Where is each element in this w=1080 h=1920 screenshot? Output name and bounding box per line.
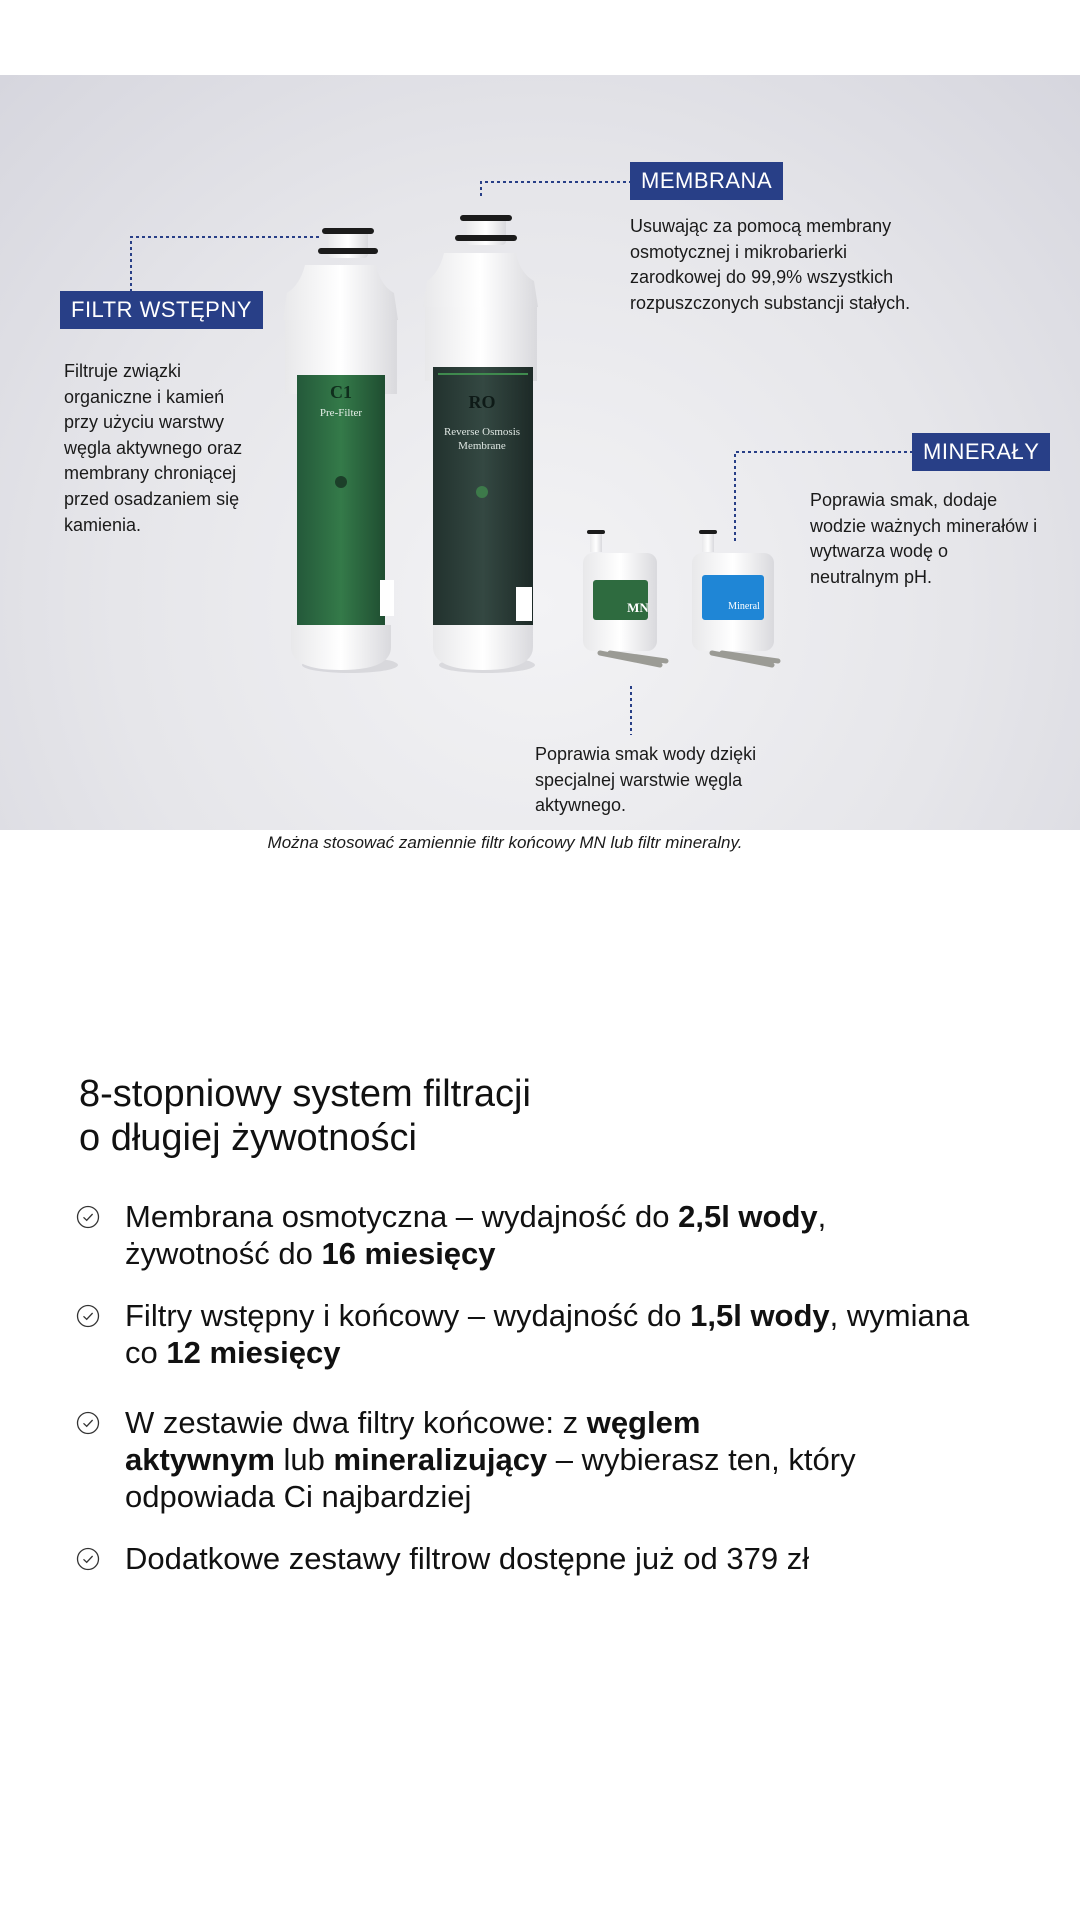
feature-text: Membrana osmotyczna – wydajność do <box>125 1199 679 1234</box>
feature-text: – wybierasz ten, który <box>547 1442 856 1477</box>
desc-mineraly <box>810 488 1037 590</box>
desc-line: przy użyciu warstwy <box>64 412 225 433</box>
feature-bold: aktywnym <box>125 1442 275 1477</box>
desc-line: węgla aktywnego oraz <box>64 437 243 458</box>
headline-line-1: 8-stopniowy system filtracji <box>79 1073 531 1115</box>
feature-text: lub <box>274 1442 334 1477</box>
desc-line: specjalnej warstwie węgla <box>535 769 743 790</box>
prefilter-cartridge <box>283 228 398 673</box>
feature-item-extra-sets <box>76 1540 1036 1577</box>
desc-line: Poprawia smak, dodaje <box>810 490 998 510</box>
tag-filtr-wstepny: FILTR WSTĘPNY <box>60 291 263 329</box>
ro-name-line1: Reverse Osmosis <box>443 426 521 438</box>
tag-membrana: MEMBRANA <box>630 162 783 200</box>
headline-line-2: o długiej żywotności <box>79 1117 417 1159</box>
mn-post-filter <box>583 530 666 665</box>
prefilter-name-label: Pre-Filter <box>319 407 363 419</box>
desc-line: Usuwając za pomocą membrany <box>630 216 892 236</box>
feature-item-prefilters <box>76 1297 1036 1371</box>
check-circle-icon <box>76 1304 100 1328</box>
feature-text: Dodatkowe zestawy filtrow dostępne już od 379 zł <box>125 1541 810 1576</box>
desc-membrana <box>630 214 910 316</box>
feature-list <box>76 1198 1036 1602</box>
mn-label: MN <box>627 600 649 615</box>
ro-membrane-cartridge <box>423 215 538 673</box>
desc-filtr-wstepny <box>64 359 242 538</box>
feature-text: W zestawie dwa filtry końcowe: z <box>125 1405 587 1440</box>
desc-line: aktywnego. <box>535 795 627 816</box>
desc-line: Poprawia smak wody dzięki <box>535 744 757 764</box>
section-headline <box>79 1072 531 1160</box>
product-photo <box>0 75 1080 830</box>
feature-bold: węglem <box>586 1405 701 1440</box>
desc-line: przed osadzaniem się <box>64 488 240 509</box>
prefilter-c1-label: C1 <box>330 382 352 402</box>
feature-bold: mineralizujący <box>333 1442 548 1477</box>
tag-mineraly: MINERAŁY <box>912 433 1050 471</box>
check-circle-icon <box>76 1411 100 1435</box>
desc-line: osmotycznej i mikrobarierki <box>630 241 848 262</box>
ro-label: RO <box>468 392 496 412</box>
desc-line: kamienia. <box>64 514 142 535</box>
feature-bold: 1,5l wody <box>690 1298 830 1333</box>
feature-text: żywotność do <box>125 1236 322 1271</box>
feature-bold: 16 miesięcy <box>321 1236 496 1271</box>
feature-item-post-filters <box>76 1404 1036 1515</box>
desc-line: wodzie ważnych minerałów i <box>810 515 1038 536</box>
feature-item-membrane <box>76 1198 1036 1272</box>
desc-line: organiczne i kamień <box>64 386 225 407</box>
desc-line: rozpuszczonych substancji stałych. <box>630 292 911 313</box>
feature-text: odpowiada Ci najbardziej <box>125 1479 472 1514</box>
feature-text: , wymiana <box>829 1298 970 1333</box>
desc-line: wytwarza wodę o <box>810 541 949 562</box>
photo-caption: Można stosować zamiennie filtr końcowy MN lub filtr mineralny. <box>267 833 743 852</box>
desc-line: neutralnym pH. <box>810 566 933 587</box>
feature-text: co <box>125 1335 167 1370</box>
feature-text: , <box>817 1199 827 1234</box>
desc-line: Filtruje związki <box>64 361 182 381</box>
check-circle-icon <box>76 1547 100 1571</box>
check-circle-icon <box>76 1205 100 1229</box>
mineral-filter <box>692 530 778 665</box>
feature-bold: 2,5l wody <box>678 1199 818 1234</box>
feature-bold: 12 miesięcy <box>166 1335 341 1370</box>
desc-filtr-koncowy <box>535 742 756 819</box>
desc-line: zarodkowej do 99,9% wszystkich <box>630 267 894 288</box>
ro-name-line2: Membrane <box>458 440 506 452</box>
desc-line: membrany chroniącej <box>64 463 237 484</box>
feature-text: Filtry wstępny i końcowy – wydajność do <box>125 1298 691 1333</box>
mineral-label: Mineral <box>728 601 760 612</box>
